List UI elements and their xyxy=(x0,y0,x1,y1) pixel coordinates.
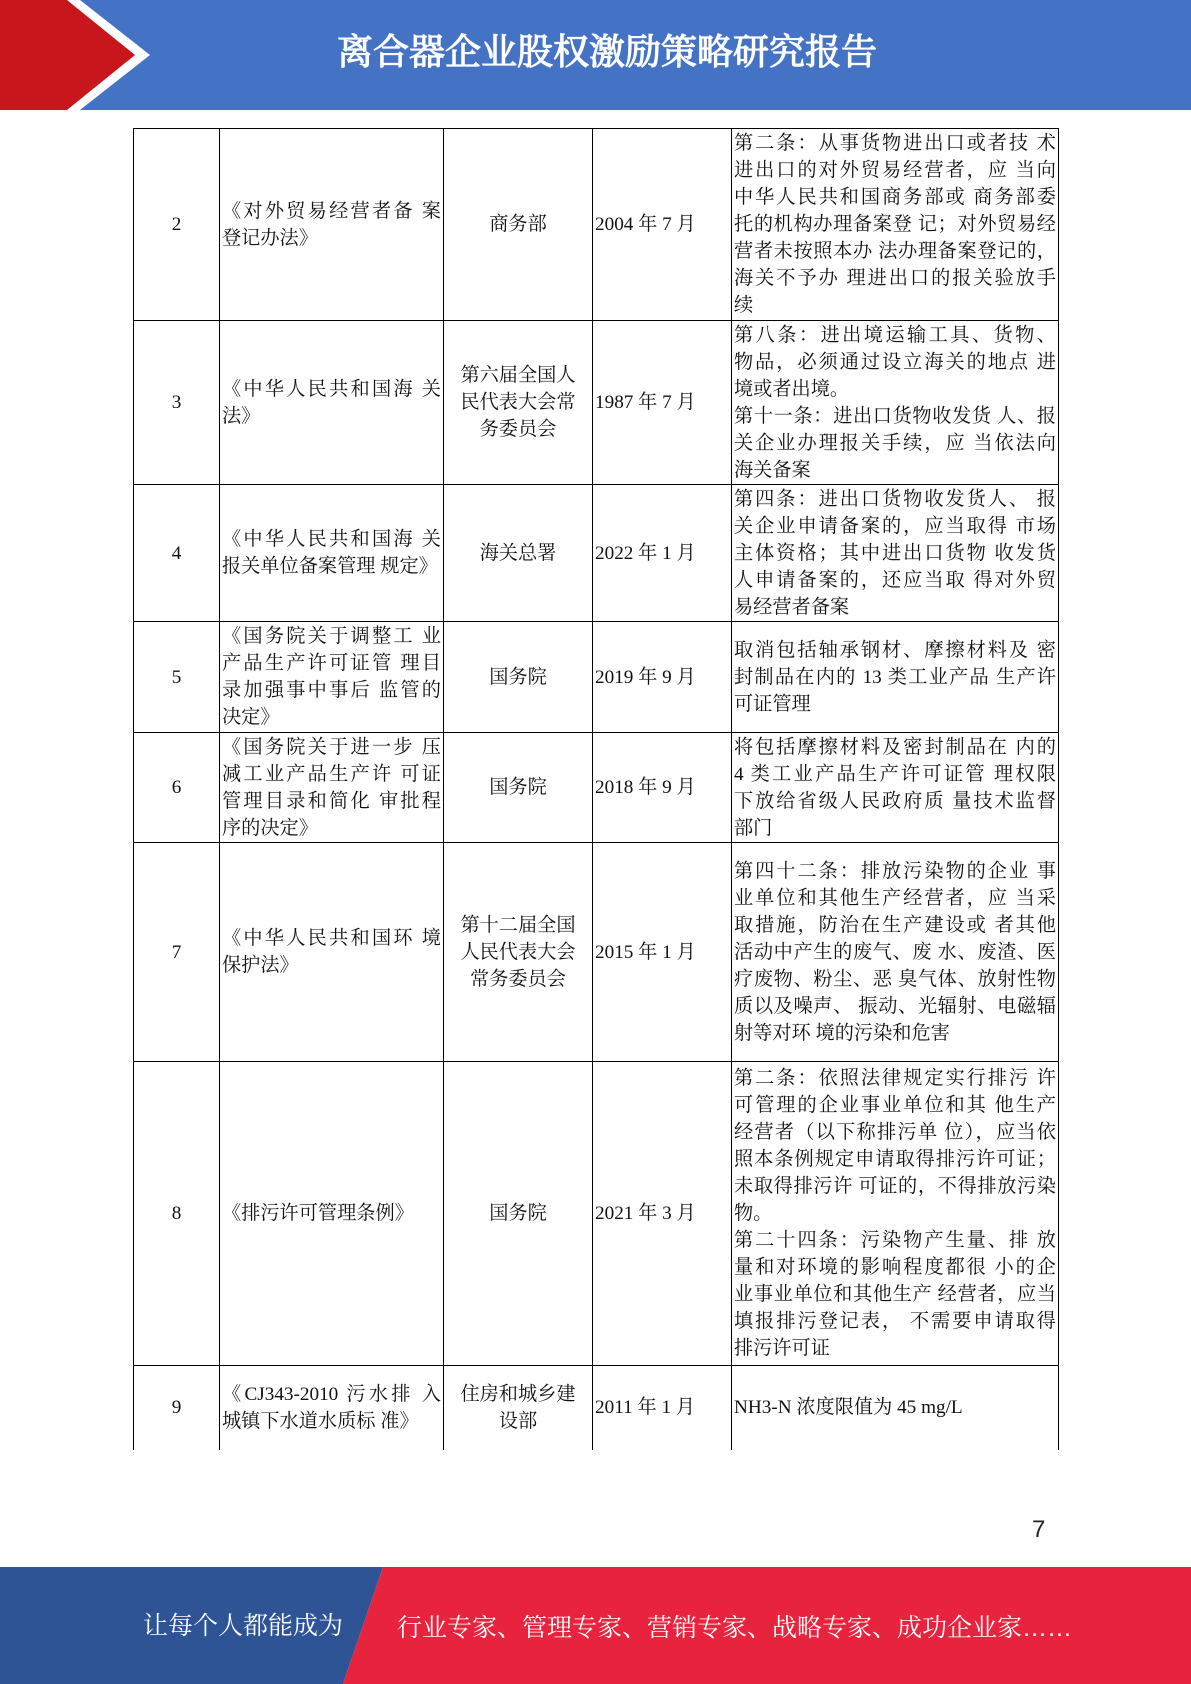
table-row xyxy=(134,733,1059,843)
content-line: 中华人民共和国商务部或 商务部委 xyxy=(734,187,1056,208)
content-line: 第八条：进出境运输工具、货物、 xyxy=(734,324,1056,346)
content-line: 封制品在内的 13 类工业产品 生产许 xyxy=(734,666,1056,688)
cell-department xyxy=(444,1062,593,1366)
regulation-table-body xyxy=(134,129,1059,1450)
cell-content xyxy=(732,733,1059,843)
cell-number xyxy=(134,622,220,733)
cell-number xyxy=(134,843,220,1062)
content-line: 海关备案 xyxy=(734,459,811,481)
content-line: 质以及噪声、 振动、光辐射、电磁辐 xyxy=(734,995,1056,1017)
law-name-line: 报关单位备案管理 规定》 xyxy=(222,556,438,577)
cell-law-name xyxy=(220,485,444,622)
cell-date xyxy=(593,1366,732,1450)
content-line: 4 类工业产品生产许可证管 理权限 xyxy=(734,763,1056,785)
cell-content xyxy=(732,622,1059,733)
law-name-line: 《中华人民共和国海 关 xyxy=(222,529,441,550)
law-name-line: 法》 xyxy=(222,405,261,427)
cell-department xyxy=(444,129,593,321)
content-line: 量和对环境的影响程度都很 小的企 xyxy=(734,1257,1056,1278)
law-name-line: 管理目录和简化 审批程 xyxy=(222,790,441,812)
content-line: 物。 xyxy=(734,1203,773,1224)
cell-department xyxy=(444,622,593,733)
content-line: 续 xyxy=(734,295,754,316)
content-line: 将包括摩擦材料及密封制品在 内的 xyxy=(734,736,1056,758)
department-line: 住房和城乡建 xyxy=(460,1383,576,1405)
law-name-line: 序的决定》 xyxy=(222,817,318,839)
law-name-line: 城镇下水道水质标 准》 xyxy=(222,1410,419,1432)
issue-date: 2019 年 9 月 xyxy=(595,666,696,688)
content-line: 照本条例规定申请取得排污许可证； xyxy=(734,1149,1056,1170)
content-line: 人申请备案的，还应当取 得对外贸 xyxy=(734,569,1056,591)
cell-date xyxy=(593,129,732,321)
cell-number xyxy=(134,485,220,622)
row-number: 2 xyxy=(171,214,182,235)
cell-date xyxy=(593,1062,732,1366)
content-line: 境或者出境。 xyxy=(734,378,850,400)
cell-law-name xyxy=(220,733,444,843)
law-name-line: 《对外贸易经营者备 案 xyxy=(222,200,441,222)
table-row xyxy=(134,321,1059,485)
content-line: 关企业申请备案的，应当取得 市场 xyxy=(734,515,1056,537)
cell-content xyxy=(732,843,1059,1062)
issue-date: 1987 年 7 月 xyxy=(595,392,696,413)
content-line: 业事业单位和其他生产 经营者，应当 xyxy=(734,1284,1056,1305)
cell-department xyxy=(444,485,593,622)
header-banner xyxy=(0,0,1191,110)
cell-date xyxy=(593,622,732,733)
cell-law-name xyxy=(220,321,444,485)
law-name-line: 决定》 xyxy=(222,707,280,728)
content-line: 进出口的对外贸易经营者，应 当向 xyxy=(734,160,1056,181)
law-name-line: 《国务院关于调整工 业 xyxy=(222,626,441,647)
table-row xyxy=(134,622,1059,733)
table-row xyxy=(134,843,1059,1062)
cell-number xyxy=(134,321,220,485)
law-name-line: 保护法》 xyxy=(222,955,299,976)
content-line: 主体资格；其中进出口货物 收发货 xyxy=(734,542,1056,564)
table-row xyxy=(134,129,1059,321)
row-number: 4 xyxy=(171,542,182,564)
content-line: 取消包括轴承钢材、摩擦材料及 密 xyxy=(734,639,1056,661)
cell-number xyxy=(134,733,220,843)
cell-law-name xyxy=(220,843,444,1062)
cell-content xyxy=(732,1062,1059,1366)
cell-department xyxy=(444,321,593,485)
content-line: 第四条：进出口货物收发货人、 报 xyxy=(734,488,1056,510)
cell-date xyxy=(593,321,732,485)
law-name-line: 《中华人民共和国环 境 xyxy=(222,928,441,949)
issue-date: 2011 年 1 月 xyxy=(595,1397,696,1419)
cell-date xyxy=(593,843,732,1062)
content-line: 未取得排污许 可证的，不得排放污染 xyxy=(734,1176,1056,1197)
department-line: 国务院 xyxy=(489,666,547,688)
report-title: 离合器企业股权激励策略研究报告 xyxy=(336,31,877,72)
cell-law-name xyxy=(220,1062,444,1366)
row-number: 7 xyxy=(171,941,182,963)
content-line: 第十一条：进出口货物收发货 人、报 xyxy=(734,405,1056,427)
content-line: 经营者（以下称排污单 位），应当依 xyxy=(734,1122,1056,1143)
cell-law-name xyxy=(220,1366,444,1450)
row-number: 8 xyxy=(171,1203,182,1224)
content-line: 第四十二条：排放污染物的企业 事 xyxy=(734,860,1056,882)
law-name-line: 录加强事中事后 监管的 xyxy=(222,680,441,701)
content-line: 部门 xyxy=(734,817,773,839)
department-line: 常务委员会 xyxy=(470,968,566,990)
content-line: 可管理的企业事业单位和其 他生产 xyxy=(734,1095,1056,1116)
law-name-line: 《中华人民共和国海 关 xyxy=(222,378,441,400)
issue-date: 2015 年 1 月 xyxy=(595,941,696,963)
cell-law-name xyxy=(220,622,444,733)
content-line: 第二十四条：污染物产生量、排 放 xyxy=(734,1230,1056,1251)
content-line: 可证管理 xyxy=(734,693,811,715)
content-line: 疗废物、粉尘、恶 臭气体、放射性物 xyxy=(734,968,1056,990)
row-number: 9 xyxy=(171,1397,182,1419)
content-line: 托的机构办理备案登 记；对外贸易经 xyxy=(734,214,1056,235)
content-line: 取措施，防治在生产建设或 者其他 xyxy=(734,914,1056,936)
department-line: 设部 xyxy=(498,1410,538,1432)
cell-number xyxy=(134,1062,220,1366)
content-line: 填报排污登记表， 不需要申请取得 xyxy=(734,1311,1056,1332)
footer-banner xyxy=(0,1567,1191,1684)
cell-content xyxy=(732,129,1059,321)
cell-date xyxy=(593,733,732,843)
issue-date: 2022 年 1 月 xyxy=(595,542,696,564)
department-line: 海关总署 xyxy=(479,542,557,564)
issue-date: 2021 年 3 月 xyxy=(595,1203,696,1224)
content-line: 业单位和其他生产经营者，应 当采 xyxy=(734,887,1056,909)
cell-law-name xyxy=(220,129,444,321)
cell-department xyxy=(444,843,593,1062)
department-line: 人民代表大会 xyxy=(460,941,576,963)
regulation-table xyxy=(133,128,1059,1450)
department-line: 民代表大会常 xyxy=(460,392,576,413)
table-row xyxy=(134,485,1059,622)
row-number: 3 xyxy=(171,392,182,413)
content-line: 排污许可证 xyxy=(734,1338,830,1359)
row-number: 5 xyxy=(171,666,182,688)
department-line: 国务院 xyxy=(489,1203,547,1224)
content-line: 下放给省级人民政府质 量技术监督 xyxy=(734,790,1056,812)
cell-number xyxy=(134,129,220,321)
content-line: 海关不予办 理进出口的报关验放手 xyxy=(734,268,1056,289)
table-row xyxy=(134,1366,1059,1450)
cell-department xyxy=(444,1366,593,1450)
law-name-line: 《排污许可管理条例》 xyxy=(222,1203,414,1224)
law-name-line: 登记办法》 xyxy=(222,227,318,249)
cell-department xyxy=(444,733,593,843)
page-number: 7 xyxy=(1032,1516,1046,1543)
department-line: 第六届全国人 xyxy=(460,365,576,386)
cell-content xyxy=(732,1366,1059,1450)
department-line: 务委员会 xyxy=(479,419,557,440)
cell-content xyxy=(732,321,1059,485)
law-name-line: 《国务院关于进一步 压 xyxy=(222,736,441,758)
law-name-line: 产品生产许可证管 理目 xyxy=(222,653,441,674)
law-name-line: 减工业产品生产许 可证 xyxy=(222,763,441,785)
cell-number xyxy=(134,1366,220,1450)
issue-date: 2004 年 7 月 xyxy=(595,214,696,235)
department-line: 商务部 xyxy=(489,214,547,235)
cell-date xyxy=(593,485,732,622)
row-number: 6 xyxy=(171,777,182,798)
content-line: 营者未按照本办 法办理备案登记的， xyxy=(734,241,1056,262)
content-line: NH3-N 浓度限值为 45 mg/L xyxy=(734,1397,963,1419)
law-name-line: 《CJ343-2010 污水排 入 xyxy=(222,1383,441,1405)
department-line: 第十二届全国 xyxy=(460,914,576,936)
content-line: 易经营者备案 xyxy=(734,596,850,618)
content-line: 物品，必须通过设立海关的地点 进 xyxy=(734,351,1056,373)
cell-content xyxy=(732,485,1059,622)
department-line: 国务院 xyxy=(489,777,547,798)
content-line: 关企业办理报关手续，应 当依法向 xyxy=(734,432,1056,454)
footer-slogan-right: 行业专家、管理专家、营销专家、战略专家、成功企业家…… xyxy=(397,1614,1073,1642)
footer-slogan-left: 让每个人都能成为 xyxy=(143,1612,344,1640)
content-line: 第二条：从事货物进出口或者技 术 xyxy=(734,133,1056,154)
content-line: 活动中产生的废气、废 水、废渣、医 xyxy=(734,941,1056,963)
content-line: 第二条：依照法律规定实行排污 许 xyxy=(734,1068,1056,1089)
content-line: 射等对环 境的污染和危害 xyxy=(734,1022,950,1044)
table-row xyxy=(134,1062,1059,1366)
issue-date: 2018 年 9 月 xyxy=(595,777,696,798)
